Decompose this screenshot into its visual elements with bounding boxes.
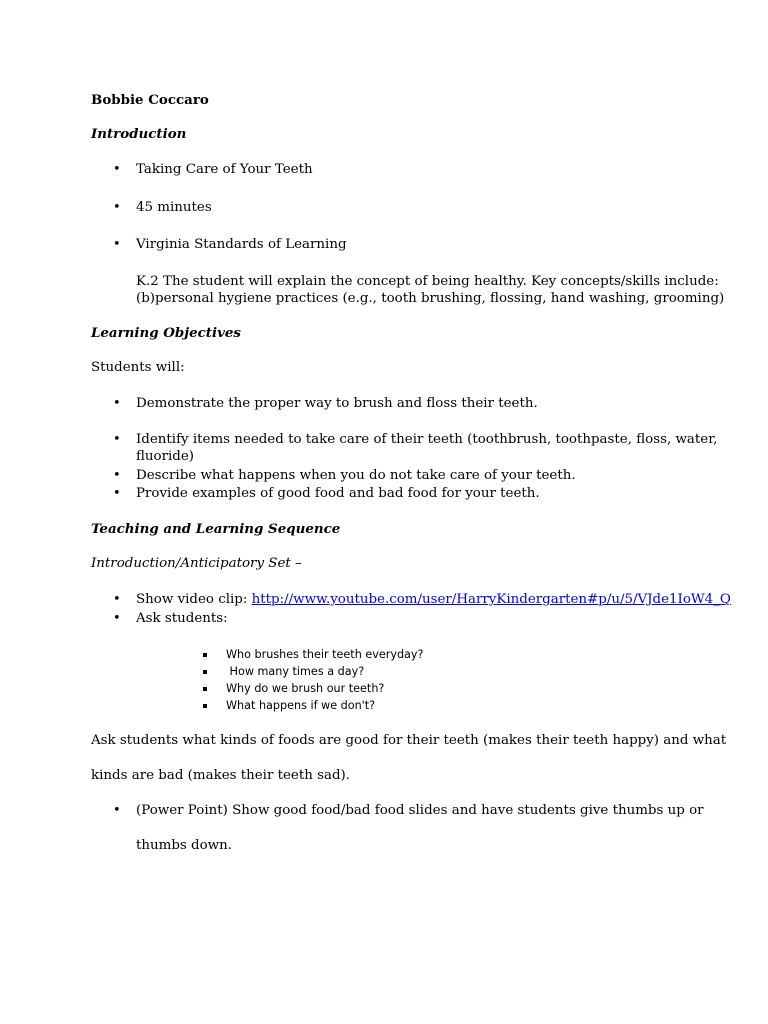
bullet-icon: •	[113, 611, 121, 626]
square-bullet-icon	[203, 687, 207, 691]
introduction-heading: Introduction	[91, 126, 187, 142]
intro-item-standards: Virginia Standards of Learning	[136, 237, 347, 252]
bullet-icon: •	[113, 396, 121, 411]
bullet-icon: •	[113, 200, 121, 215]
question-item: What happens if we don't?	[226, 699, 376, 712]
foods-paragraph-line2: kinds are bad (makes their teeth sad).	[91, 768, 351, 783]
bullet-icon: •	[113, 237, 121, 252]
sequence-subheading: Introduction/Anticipatory Set –	[91, 556, 302, 571]
objective-item: Identify items needed to take care of their teeth (toothbrush, toothpaste, floss, water,	[136, 432, 718, 447]
powerpoint-item-line2: thumbs down.	[136, 838, 233, 853]
powerpoint-item-line1: (Power Point) Show good food/bad food slides and have students give thumbs up or	[136, 803, 704, 818]
objectives-lead: Students will:	[91, 360, 185, 375]
foods-paragraph-line1: Ask students what kinds of foods are good for their teeth (makes their teeth happy) and what	[91, 733, 727, 748]
square-bullet-icon	[203, 653, 207, 657]
square-bullet-icon	[203, 704, 207, 708]
author-name: Bobbie Coccaro	[91, 92, 209, 108]
bullet-icon: •	[113, 468, 121, 483]
standard-text-line2: (b)personal hygiene practices (e.g., tooth brushing, flossing, hand washing, grooming)	[136, 291, 725, 306]
question-item: Who brushes their teeth everyday?	[226, 648, 424, 661]
video-clip-label: Show video clip:	[136, 592, 252, 607]
bullet-icon: •	[113, 162, 121, 177]
objective-item: Provide examples of good food and bad food for your teeth.	[136, 486, 540, 501]
objective-item: Describe what happens when you do not take care of your teeth.	[136, 468, 576, 483]
sequence-heading: Teaching and Learning Sequence	[91, 521, 341, 537]
bullet-icon: •	[113, 432, 121, 447]
objective-item: Demonstrate the proper way to brush and floss their teeth.	[136, 396, 538, 411]
ask-students-item: Ask students:	[136, 611, 228, 626]
objectives-heading: Learning Objectives	[91, 325, 241, 341]
standard-text-line1: K.2 The student will explain the concept of being healthy. Key concepts/skills include:	[136, 274, 719, 289]
intro-item-duration: 45 minutes	[136, 200, 212, 215]
bullet-icon: •	[113, 486, 121, 501]
objective-item-continued: fluoride)	[136, 449, 195, 464]
bullet-icon: •	[113, 592, 121, 607]
video-link[interactable]: http://www.youtube.com/user/HarryKindergarten#p/u/5/VJde1IoW4_Q	[251, 592, 731, 607]
question-item: Why do we brush our teeth?	[226, 682, 385, 695]
bullet-icon: •	[113, 803, 121, 818]
square-bullet-icon	[203, 670, 207, 674]
intro-item-topic: Taking Care of Your Teeth	[136, 162, 313, 177]
video-clip-item	[136, 592, 731, 609]
question-item: How many times a day?	[226, 665, 365, 678]
